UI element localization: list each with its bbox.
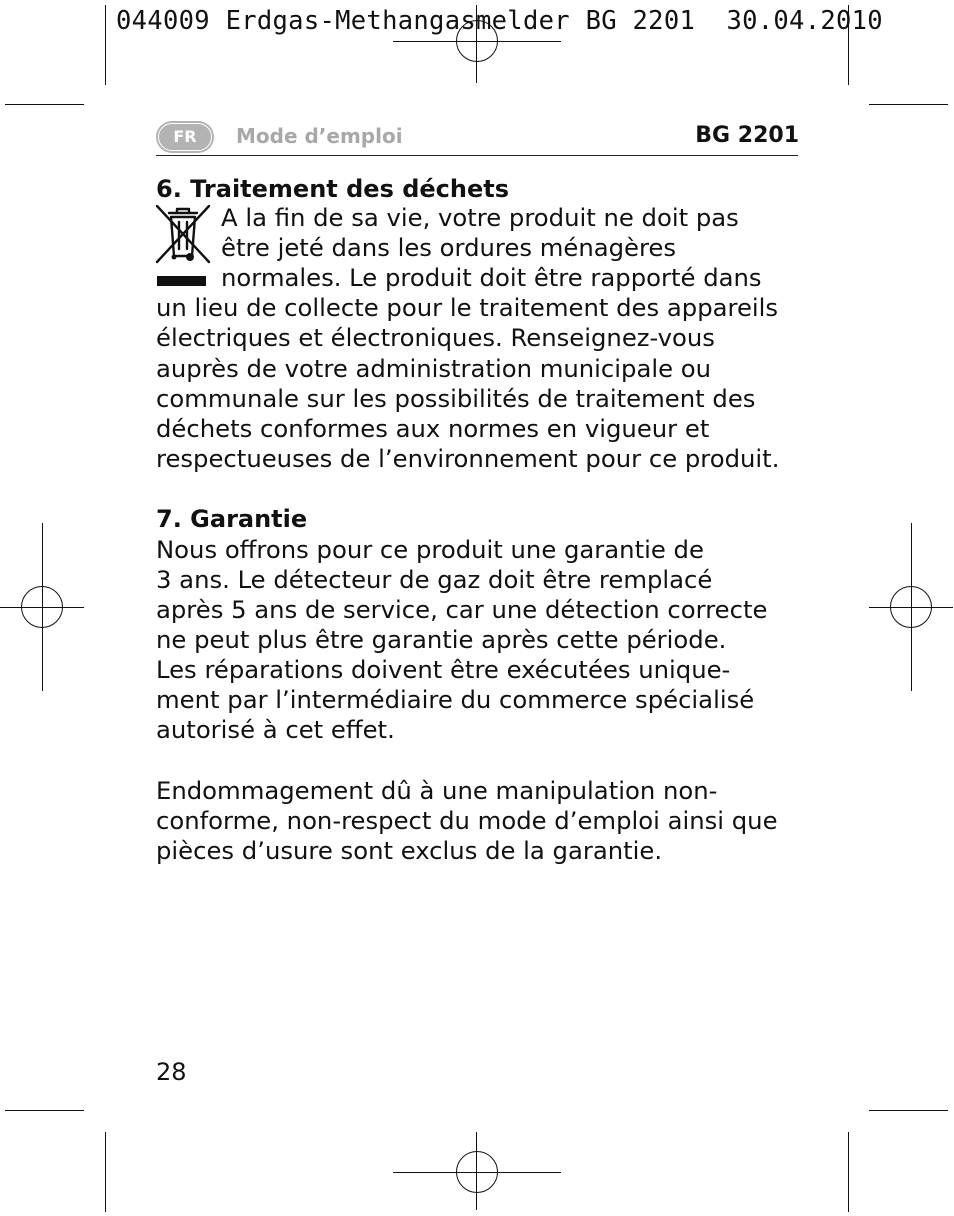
disposal-text-line: respectueuses de l’environnement pour ce produit. <box>156 444 780 473</box>
disposal-text-line: un lieu de collecte pour le traitement des appareils <box>156 293 779 322</box>
crop-mark <box>105 5 106 85</box>
warranty-text-line: Nous offrons pour ce produit une garantie de <box>156 535 704 564</box>
section-heading-warranty: 7. Garantie <box>156 505 308 533</box>
disposal-text-line: électriques et électroniques. Renseignez-vous <box>156 323 715 352</box>
warranty-text-line: ment par l’intermédiaire du commerce spécialisé <box>156 685 755 714</box>
header-model: BG 2201 <box>695 123 799 148</box>
disposal-text-line: normales. Le produit doit être rapporté dans <box>221 263 762 292</box>
warranty-exclusion-line: Endommagement dû à une manipulation non- <box>156 776 718 805</box>
warranty-text-line: Les réparations doivent être exécutées unique- <box>156 655 731 684</box>
disposal-text-line: déchets conformes aux normes en vigueur et <box>156 414 710 443</box>
warranty-text-line: 3 ans. Le détecteur de gaz doit être remplacé <box>156 565 713 594</box>
warranty-text-line: ne peut plus être garantie après cette période. <box>156 625 727 654</box>
crop-mark <box>105 1132 106 1212</box>
warranty-text-line: après 5 ans de service, car une détection correcte <box>156 595 768 624</box>
language-badge-label: FR <box>158 123 212 151</box>
disposal-text-line: auprès de votre administration municipale ou <box>156 354 712 383</box>
disposal-text-line: être jeté dans les ordures ménagères <box>221 233 677 262</box>
disposal-text-line: communale sur les possibilités de traitement des <box>156 384 756 413</box>
crossed-out-wheelie-bin-icon <box>155 205 211 289</box>
header-divider <box>156 155 798 156</box>
warranty-text-line: autorisé à cet effet. <box>156 715 395 744</box>
section-heading-disposal: 6. Traitement des déchets <box>156 175 510 203</box>
crop-mark <box>848 1132 849 1212</box>
page-number: 28 <box>156 1058 187 1086</box>
crop-mark <box>869 104 948 105</box>
header-title: Mode d’emploi <box>236 124 403 148</box>
print-slug-line: 044009 Erdgas-Methangasmelder BG 2201 30.04.2010 <box>116 6 883 36</box>
warranty-exclusion-line: pièces d’usure sont exclus de la garantie. <box>156 836 663 865</box>
crop-mark <box>5 1110 84 1111</box>
crop-mark <box>5 104 84 105</box>
warranty-exclusion-line: conforme, non-respect du mode d’emploi ainsi que <box>156 806 778 835</box>
crop-mark <box>869 1110 948 1111</box>
disposal-text-line: A la fin de sa vie, votre produit ne doit pas <box>221 203 739 232</box>
